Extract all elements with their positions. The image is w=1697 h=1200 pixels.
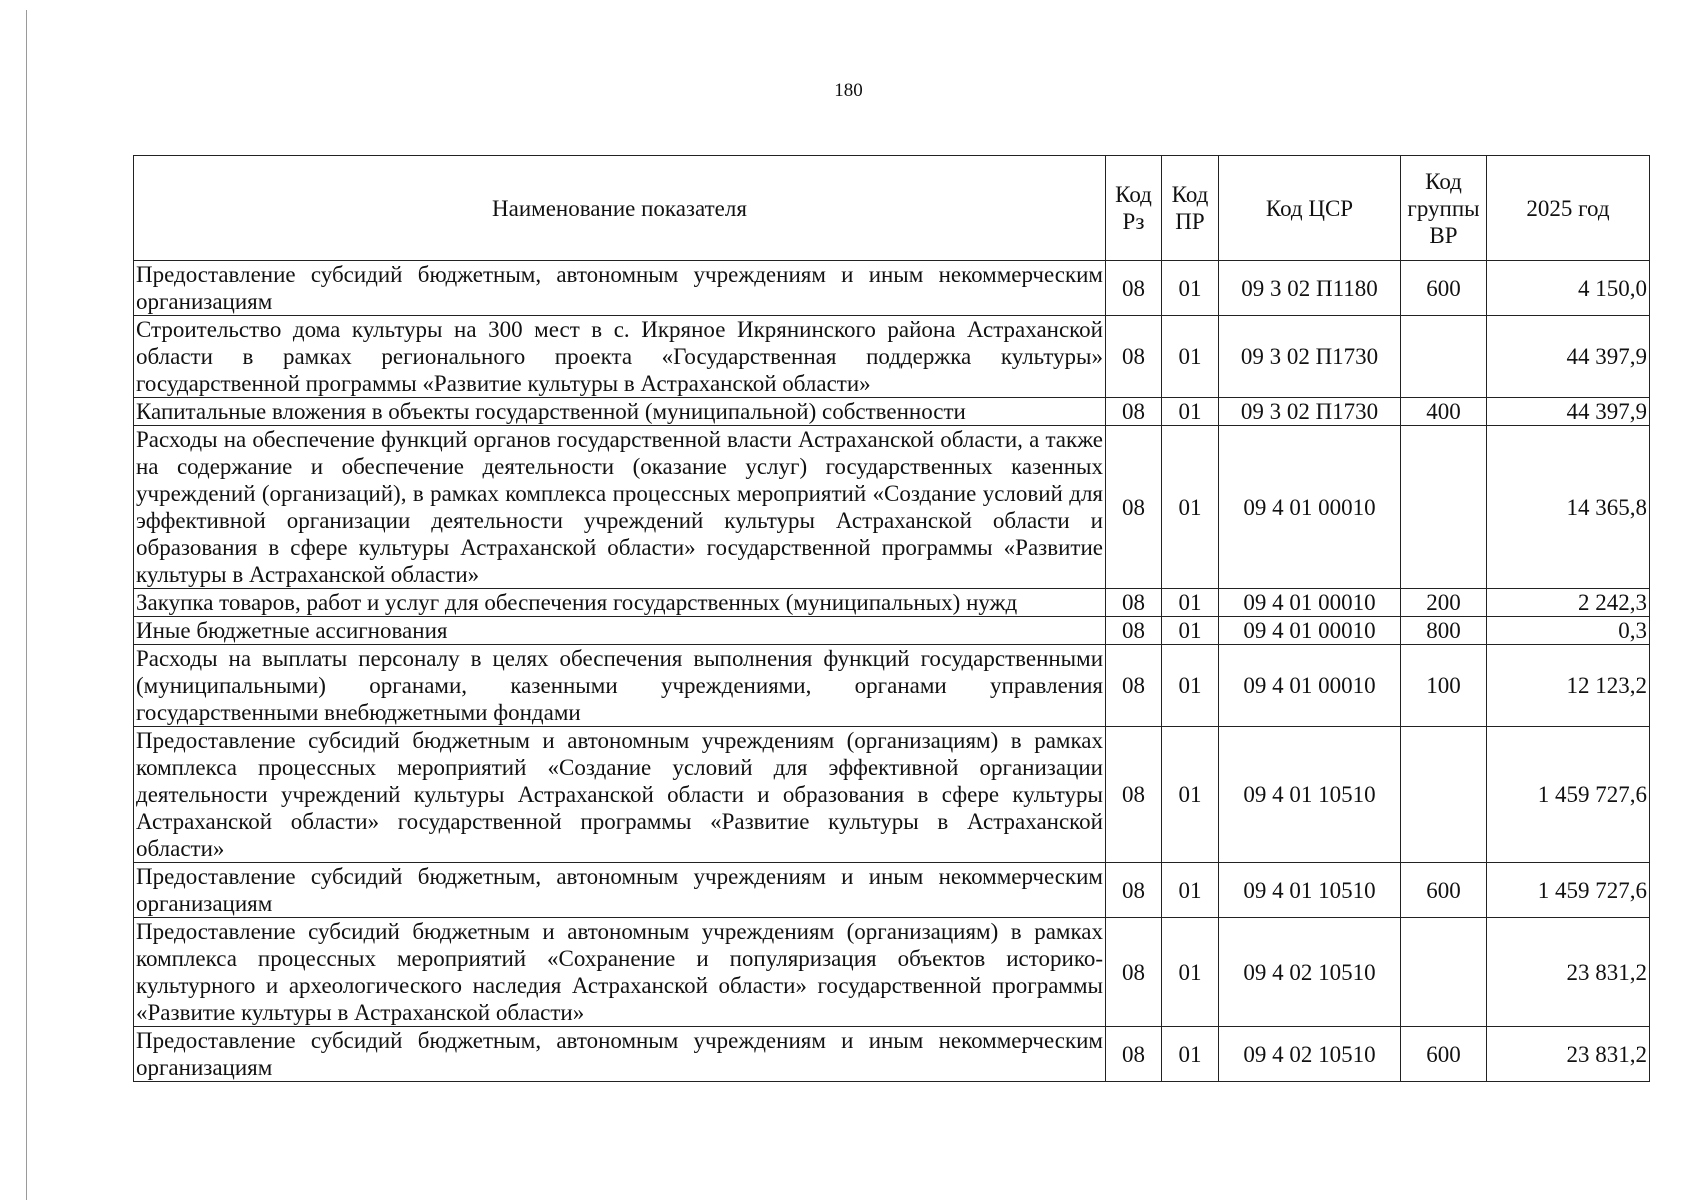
cell-rz: 08 — [1106, 316, 1162, 398]
cell-vr: 100 — [1401, 645, 1487, 727]
cell-csr: 09 3 02 П1730 — [1219, 398, 1401, 426]
header-vr: Код группы ВР — [1401, 156, 1487, 261]
cell-pr: 01 — [1162, 426, 1219, 589]
cell-amount: 44 397,9 — [1487, 316, 1650, 398]
cell-amount: 23 831,2 — [1487, 918, 1650, 1027]
table-row — [134, 727, 1650, 863]
cell-vr: 600 — [1401, 261, 1487, 316]
table-header-row — [134, 156, 1650, 261]
table-row — [134, 589, 1650, 617]
cell-amount: 1 459 727,6 — [1487, 863, 1650, 918]
cell-amount: 12 123,2 — [1487, 645, 1650, 727]
cell-rz: 08 — [1106, 589, 1162, 617]
cell-rz: 08 — [1106, 863, 1162, 918]
table-row — [134, 863, 1650, 918]
cell-name: Иные бюджетные ассигнования — [134, 617, 1106, 645]
cell-pr: 01 — [1162, 589, 1219, 617]
cell-csr: 09 4 01 00010 — [1219, 589, 1401, 617]
cell-amount: 23 831,2 — [1487, 1027, 1650, 1082]
cell-pr: 01 — [1162, 918, 1219, 1027]
cell-name: Предоставление субсидий бюджетным и автономным учреждениям (организациям) в рамках комплекса процессных мероприятий «Создание условий для эффективной организации деятельности учреждений культуры Астраханской области и образования в сфере культуры Астраханской области» государственной программы «Развитие культуры в Астраханской области» — [134, 727, 1106, 863]
cell-rz: 08 — [1106, 426, 1162, 589]
cell-pr: 01 — [1162, 1027, 1219, 1082]
cell-name: Расходы на обеспечение функций органов государственной власти Астраханской области, а также на содержание и обеспечение деятельности (оказание услуг) государственных казенных учреждений (организаций), в рамках комплекса процессных мероприятий «Создание условий для эффективной организации деятельности учреждений культуры Астраханской области и образования в сфере культуры Астраханской области» государственной программы «Развитие культуры в Астраханской области» — [134, 426, 1106, 589]
table-row — [134, 617, 1650, 645]
header-year: 2025 год — [1487, 156, 1650, 261]
cell-amount: 44 397,9 — [1487, 398, 1650, 426]
cell-vr — [1401, 918, 1487, 1027]
cell-pr: 01 — [1162, 645, 1219, 727]
cell-pr: 01 — [1162, 863, 1219, 918]
cell-pr: 01 — [1162, 617, 1219, 645]
table-row — [134, 261, 1650, 316]
cell-rz: 08 — [1106, 727, 1162, 863]
table-row — [134, 918, 1650, 1027]
cell-csr: 09 4 01 10510 — [1219, 863, 1401, 918]
cell-rz: 08 — [1106, 398, 1162, 426]
cell-name: Предоставление субсидий бюджетным и автономным учреждениям (организациям) в рамках комплекса процессных мероприятий «Сохранение и популяризация объектов историко-культурного и археологического наследия Астраханской области» государственной программы «Развитие культуры в Астраханской области» — [134, 918, 1106, 1027]
header-rz: Код Рз — [1106, 156, 1162, 261]
cell-vr — [1401, 316, 1487, 398]
cell-pr: 01 — [1162, 316, 1219, 398]
cell-vr: 400 — [1401, 398, 1487, 426]
cell-name: Расходы на выплаты персоналу в целях обеспечения выполнения функций государственными (муниципальными) органами, казенными учреждениями, органами управления государственными внебюджетными фондами — [134, 645, 1106, 727]
cell-name: Предоставление субсидий бюджетным, автономным учреждениям и иным некоммерческим организациям — [134, 1027, 1106, 1082]
cell-rz: 08 — [1106, 645, 1162, 727]
cell-amount: 1 459 727,6 — [1487, 727, 1650, 863]
header-csr: Код ЦСР — [1219, 156, 1401, 261]
header-name: Наименование показателя — [134, 156, 1106, 261]
cell-amount: 14 365,8 — [1487, 426, 1650, 589]
table-row — [134, 645, 1650, 727]
cell-rz: 08 — [1106, 617, 1162, 645]
cell-rz: 08 — [1106, 918, 1162, 1027]
cell-csr: 09 4 01 00010 — [1219, 426, 1401, 589]
table-row — [134, 426, 1650, 589]
cell-name: Капитальные вложения в объекты государственной (муниципальной) собственности — [134, 398, 1106, 426]
cell-csr: 09 4 02 10510 — [1219, 918, 1401, 1027]
cell-csr: 09 4 02 10510 — [1219, 1027, 1401, 1082]
cell-pr: 01 — [1162, 261, 1219, 316]
table-row — [134, 316, 1650, 398]
budget-table — [133, 155, 1650, 1082]
cell-vr — [1401, 727, 1487, 863]
cell-amount: 0,3 — [1487, 617, 1650, 645]
cell-vr: 200 — [1401, 589, 1487, 617]
cell-csr: 09 3 02 П1730 — [1219, 316, 1401, 398]
cell-pr: 01 — [1162, 727, 1219, 863]
cell-amount: 4 150,0 — [1487, 261, 1650, 316]
cell-csr: 09 4 01 00010 — [1219, 645, 1401, 727]
table-body — [134, 261, 1650, 1082]
cell-name: Закупка товаров, работ и услуг для обеспечения государственных (муниципальных) нужд — [134, 589, 1106, 617]
cell-rz: 08 — [1106, 261, 1162, 316]
cell-rz: 08 — [1106, 1027, 1162, 1082]
table-row — [134, 1027, 1650, 1082]
header-pr: Код ПР — [1162, 156, 1219, 261]
cell-name: Строительство дома культуры на 300 мест в с. Икряное Икрянинского района Астраханской области в рамках регионального проекта «Государственная поддержка культуры» государственной программы «Развитие культуры в Астраханской области» — [134, 316, 1106, 398]
cell-vr: 600 — [1401, 1027, 1487, 1082]
cell-csr: 09 4 01 10510 — [1219, 727, 1401, 863]
cell-pr: 01 — [1162, 398, 1219, 426]
cell-name: Предоставление субсидий бюджетным, автономным учреждениям и иным некоммерческим организациям — [134, 261, 1106, 316]
cell-csr: 09 3 02 П1180 — [1219, 261, 1401, 316]
cell-vr: 800 — [1401, 617, 1487, 645]
page-number: 180 — [834, 80, 863, 101]
binding-margin-line — [26, 10, 27, 1200]
cell-vr — [1401, 426, 1487, 589]
table-row — [134, 398, 1650, 426]
cell-amount: 2 242,3 — [1487, 589, 1650, 617]
cell-name: Предоставление субсидий бюджетным, автономным учреждениям и иным некоммерческим организациям — [134, 863, 1106, 918]
cell-vr: 600 — [1401, 863, 1487, 918]
cell-csr: 09 4 01 00010 — [1219, 617, 1401, 645]
